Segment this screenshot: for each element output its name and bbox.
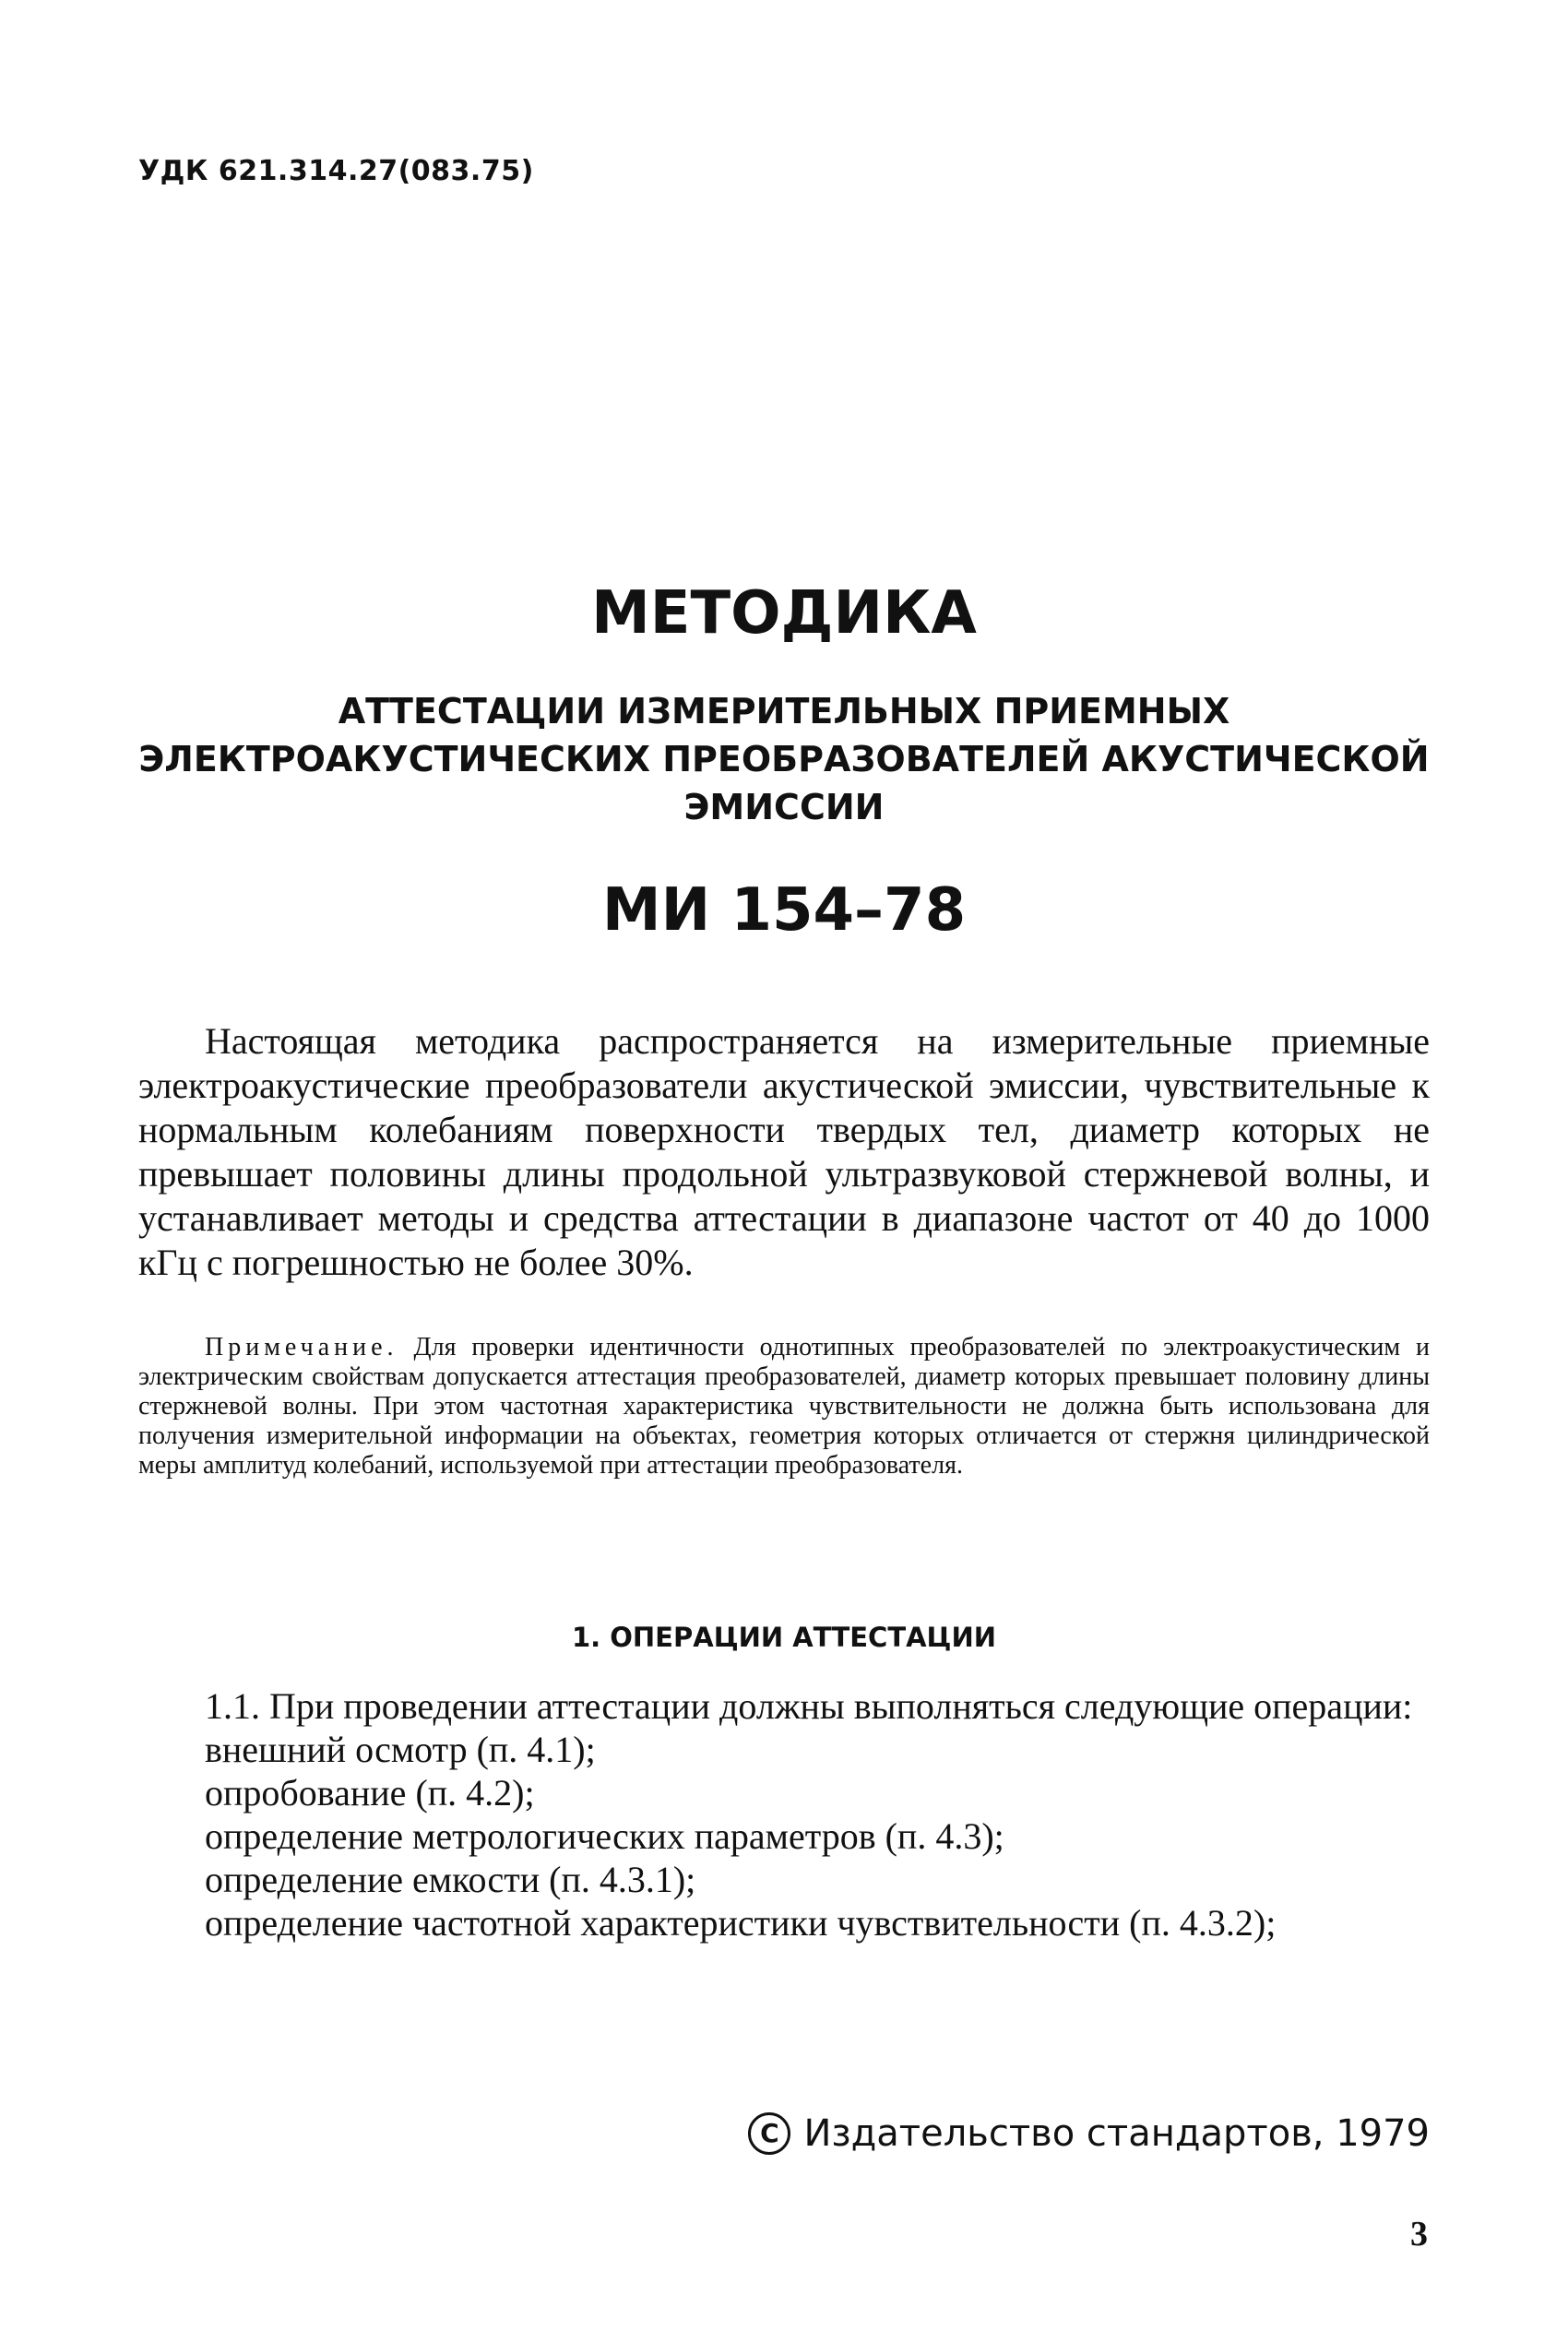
list-item: определение частотной характеристики чувствительности (п. 4.3.2); [205,1902,1277,1944]
udk-code: УДК 621.314.27(083.75) [138,155,534,187]
list-item: определение емкости (п. 4.3.1); [205,1859,696,1900]
list-item: внешний осмотр (п. 4.1); [205,1729,596,1770]
publisher-text: Издательство стандартов, 1979 [803,2112,1430,2155]
clause-intro: 1.1. При проведении аттестации должны выполняться следующие операции: [205,1685,1413,1727]
subtitle-line: АТТЕСТАЦИИ ИЗМЕРИТЕЛЬНЫХ ПРИЕМНЫХ [338,691,1230,731]
list-item: определение метрологических параметров (п. 4.3); [205,1815,1004,1857]
note-text: Для проверки идентичности однотипных преобразователей по электроакустическим и электрическим свойствам допускается аттестация преобразователей, диаметр которых превышает половину длины стержневой волны. При этом частотная характеристика чувствительности не должна быть использована для получения измерительной информации на объектах, геометрия которых отличается от стержня цилиндрической меры амплитуд колебаний, используемой при аттестации преобразователя. [138,1333,1431,1480]
note-paragraph [138,1333,1430,1481]
document-code: МИ 154–78 [601,876,967,945]
section-heading: 1. ОПЕРАЦИИ АТТЕСТАЦИИ [571,1622,997,1653]
page-number: 3 [1410,2215,1428,2254]
list-item: опробование (п. 4.2); [205,1772,535,1814]
subtitle-line: ЭМИССИИ [683,787,885,827]
document-subtitle [138,687,1430,831]
intro-paragraph: Настоящая методика распространяется на измерительные приемные электроакустические преобразователи акустической эмиссии, чувствительные к нормальным колебаниям поверхности твердых тел, диаметр которых не превышает половины длины продольной ультразвуковой стержневой волны, и устанавливает методы и средства аттестации в диапазоне частот от 40 до 1000 кГц с погрешностью не более 30%. [138,1020,1430,1283]
copyright-line [748,2112,1430,2155]
document-title: МЕТОДИКА [591,579,977,648]
subtitle-line: ЭЛЕКТРОАКУСТИЧЕСКИХ ПРЕОБРАЗОВАТЕЛЕЙ АКУСТИЧЕСКОЙ [138,739,1430,779]
copyright-icon: C [748,2112,790,2155]
note-label: Примечание. [205,1333,398,1362]
clause-1-1 [138,1684,1430,1944]
